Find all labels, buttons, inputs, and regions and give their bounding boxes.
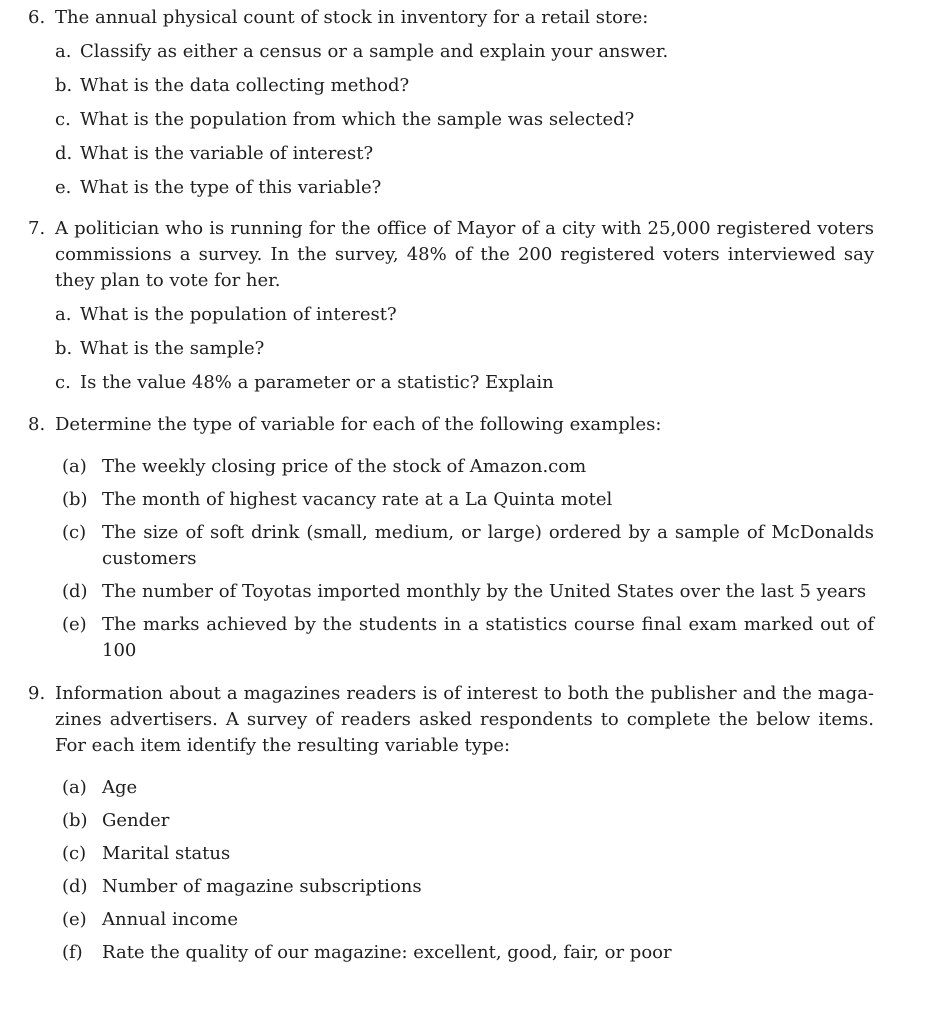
subquestion-label: c. [55, 372, 71, 393]
subquestion-text: Annual income [102, 909, 238, 930]
problem-number: 8. [28, 414, 46, 435]
subquestion-text: What is the population from which the sample was selected? [80, 109, 635, 130]
problem-9 [28, 681, 874, 966]
subquestion-text: The weekly closing price of the stock of Amazon.com [102, 456, 587, 477]
subquestion-text: Marital status [102, 843, 231, 864]
problem-number: 9. [28, 683, 46, 704]
subquestion-label: e. [55, 177, 72, 198]
problem-7 [28, 216, 874, 396]
subquestion [55, 73, 874, 99]
subquestion-label: d. [55, 143, 73, 164]
subquestion [55, 39, 874, 65]
subquestion-text: What is the variable of interest? [80, 143, 374, 164]
subquestion-text: What is the data collecting method? [80, 75, 410, 96]
subquestion [62, 487, 874, 513]
subquestion [55, 141, 874, 167]
subquestion [62, 775, 874, 801]
subquestion-label: b. [55, 75, 73, 96]
subquestion [62, 808, 874, 834]
subquestion-label: (d) [62, 581, 88, 602]
subquestion [62, 520, 874, 572]
subquestion-text: Number of magazine subscriptions [102, 876, 422, 897]
problem-text: The annual physical count of stock in inventory for a retail store: [55, 7, 649, 28]
subquestion-label: a. [55, 41, 72, 62]
subquestion [62, 841, 874, 867]
subquestion [62, 612, 874, 664]
subquestion [62, 454, 874, 480]
subquestion-text: What is the type of this variable? [80, 177, 382, 198]
subquestion-label: (e) [62, 909, 87, 930]
subquestion-label: b. [55, 338, 73, 359]
subquestion-label: (c) [62, 843, 87, 864]
subquestion-text: Gender [102, 810, 170, 831]
problem-6 [28, 5, 874, 201]
problem-text: Determine the type of variable for each of the following examples: [55, 414, 662, 435]
subquestion-label: (f) [62, 942, 83, 963]
subquestion [62, 579, 874, 605]
subquestion-label: (e) [62, 614, 87, 635]
subquestion [55, 107, 874, 133]
subquestion-text: The month of highest vacancy rate at a La Quinta motel [102, 489, 613, 510]
subquestion [62, 874, 874, 900]
subquestion-label: (a) [62, 456, 87, 477]
subquestion-label: (a) [62, 777, 87, 798]
problem-text: Information about a magazines readers is of interest to both the publisher and the maga-zines advertisers. A survey of readers asked respondents to complete the below items. For each item identify the resulting variable type: [55, 683, 874, 756]
subquestion [62, 907, 874, 933]
subquestion [55, 302, 874, 328]
subquestion-text: Age [102, 777, 138, 798]
subquestion [55, 175, 874, 201]
subquestion [55, 370, 874, 396]
subquestion-label: (b) [62, 489, 88, 510]
subquestion-text: Is the value 48% a parameter or a statistic? Explain [80, 372, 554, 393]
subquestion-text: The size of soft drink (small, medium, or large) ordered by a sample of McDonalds customers [102, 522, 874, 569]
subquestion-label: a. [55, 304, 72, 325]
problem-number: 7. [28, 218, 46, 239]
subquestion-text: What is the sample? [80, 338, 265, 359]
subquestion-text: Classify as either a census or a sample and explain your answer. [80, 41, 669, 62]
subquestion-label: (c) [62, 522, 87, 543]
subquestion [62, 940, 874, 966]
subquestion [55, 336, 874, 362]
subquestion-label: c. [55, 109, 71, 130]
subquestion-label: (d) [62, 876, 88, 897]
subquestion-text: The number of Toyotas imported monthly by the United States over the last 5 years [102, 581, 867, 602]
subquestion-text: What is the population of interest? [80, 304, 397, 325]
problem-8 [28, 412, 874, 664]
problem-number: 6. [28, 7, 46, 28]
subquestion-text: The marks achieved by the students in a statistics course final exam marked out of 100 [102, 614, 874, 661]
subquestion-text: Rate the quality of our magazine: excellent, good, fair, or poor [102, 942, 672, 963]
subquestion-label: (b) [62, 810, 88, 831]
problem-text: A politician who is running for the office of Mayor of a city with 25,000 registered voters commissions a survey. In the survey, 48% of the 200 registered voters interviewed say they plan to vote for her. [55, 218, 874, 291]
